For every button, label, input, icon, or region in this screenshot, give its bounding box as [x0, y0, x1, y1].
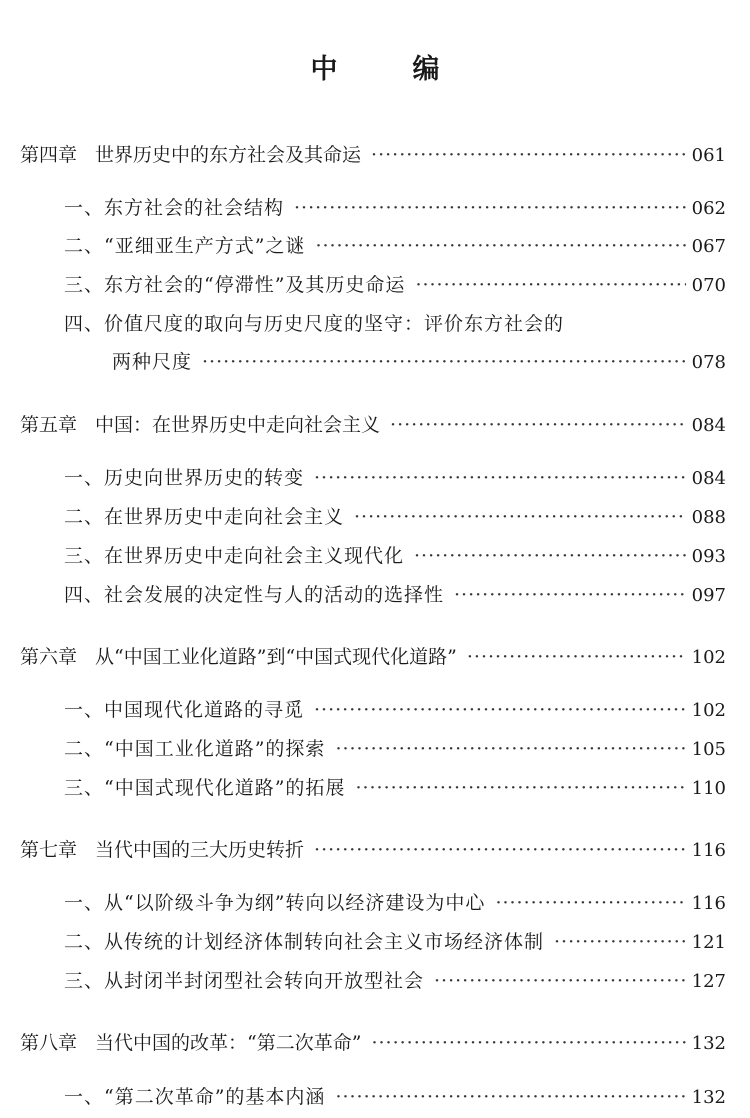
page-title: 中 编 — [310, 54, 464, 85]
leader-dots — [315, 231, 685, 261]
section-title: 一、东方社会的社会结构 — [64, 197, 285, 219]
page-number: 097 — [691, 585, 726, 606]
page-number: 084 — [691, 468, 726, 489]
toc-section[interactable] — [64, 270, 726, 300]
chapter-title: 当代中国的三大历史转折 — [95, 839, 305, 861]
page-number: 116 — [691, 893, 726, 914]
toc-section[interactable] — [64, 193, 726, 223]
page-number: 102 — [691, 700, 726, 721]
page-number: 132 — [691, 1033, 726, 1054]
page-number: 062 — [691, 198, 726, 219]
leader-dots — [335, 734, 685, 764]
leader-dots — [390, 410, 686, 440]
toc-chapter-5[interactable] — [20, 410, 726, 440]
leader-dots — [467, 642, 686, 672]
leader-dots — [371, 140, 686, 170]
leader-dots — [354, 502, 686, 532]
section-title: 四、价值尺度的取向与历史尺度的坚守：评价东方社会的 — [64, 313, 565, 335]
leader-dots — [202, 347, 686, 377]
toc-chapter-7[interactable] — [20, 835, 726, 865]
chapter-number: 第八章 — [20, 1032, 78, 1054]
leader-dots — [554, 927, 686, 957]
page-number: 127 — [691, 971, 726, 992]
section-title: 二、“中国工业化道路”的探索 — [64, 738, 326, 760]
toc-section[interactable] — [64, 541, 726, 571]
chapter-title: 世界历史中的东方社会及其命运 — [95, 144, 362, 166]
leader-dots — [495, 888, 685, 918]
section-title: 二、在世界历史中走向社会主义 — [64, 506, 345, 528]
chapter-number: 第四章 — [20, 144, 78, 166]
toc-section[interactable] — [64, 463, 726, 493]
chapter-title: 当代中国的改革：“第二次革命” — [95, 1032, 362, 1054]
leader-dots — [314, 695, 686, 725]
section-title: 四、社会发展的决定性与人的活动的选择性 — [64, 584, 445, 606]
section-title: 一、历史向世界历史的转变 — [64, 467, 305, 489]
chapter-number: 第五章 — [20, 414, 78, 436]
leader-dots — [415, 270, 685, 300]
section-title: 三、在世界历史中走向社会主义现代化 — [64, 545, 405, 567]
toc-chapter-6[interactable] — [20, 642, 726, 672]
toc-section[interactable] — [64, 888, 726, 918]
section-title: 二、从传统的计划经济体制转向社会主义市场经济体制 — [64, 931, 545, 953]
leader-dots — [434, 966, 686, 996]
section-title: 二、“亚细亚生产方式”之谜 — [64, 235, 306, 257]
toc-section-continued[interactable] — [112, 347, 726, 377]
section-title: 三、“中国式现代化道路”的拓展 — [64, 777, 346, 799]
chapter-number: 第七章 — [20, 839, 78, 861]
chapter-title: 中国：在世界历史中走向社会主义 — [95, 414, 381, 436]
leader-dots — [314, 463, 686, 493]
toc-section[interactable] — [64, 309, 726, 339]
toc-section[interactable] — [64, 773, 726, 803]
chapter-number: 第六章 — [20, 646, 78, 668]
section-title: 三、从封闭半封闭型社会转向开放型社会 — [64, 970, 425, 992]
page-number: 132 — [691, 1087, 726, 1108]
page-number: 078 — [691, 352, 726, 373]
page-number: 061 — [691, 145, 726, 166]
leader-dots — [355, 773, 685, 803]
toc-section[interactable] — [64, 966, 726, 996]
leader-dots — [314, 835, 686, 865]
leader-dots — [294, 193, 686, 223]
toc-chapter-8[interactable] — [20, 1028, 726, 1058]
toc-section[interactable] — [64, 927, 726, 957]
page-number: 067 — [691, 236, 726, 257]
page-number: 084 — [691, 415, 726, 436]
page-number: 093 — [691, 546, 726, 567]
leader-dots — [454, 580, 686, 610]
toc-section[interactable] — [64, 580, 726, 610]
toc-chapter-4[interactable] — [20, 140, 726, 170]
page-number: 070 — [691, 275, 726, 296]
section-title: 一、“第二次革命”的基本内涵 — [64, 1086, 326, 1108]
section-title: 三、东方社会的“停滞性”及其历史命运 — [64, 274, 406, 296]
leader-dots — [371, 1028, 685, 1058]
section-title: 两种尺度 — [112, 351, 193, 373]
page-number: 110 — [691, 778, 726, 799]
chapter-title: 从“中国工业化道路”到“中国式现代化道路” — [95, 646, 457, 668]
leader-dots — [335, 1082, 685, 1112]
page-number: 121 — [691, 932, 726, 953]
section-title: 一、从“以阶级斗争为纲”转向以经济建设为中心 — [64, 892, 486, 914]
leader-dots — [414, 541, 686, 571]
toc-section[interactable] — [64, 734, 726, 764]
toc-section[interactable] — [64, 502, 726, 532]
toc-section[interactable] — [64, 695, 726, 725]
toc-section[interactable] — [64, 231, 726, 261]
section-title: 一、中国现代化道路的寻觅 — [64, 699, 305, 721]
page-number: 088 — [691, 507, 726, 528]
page-number: 105 — [691, 739, 726, 760]
toc-section[interactable] — [64, 1082, 726, 1112]
page-number: 116 — [691, 840, 726, 861]
page-number: 102 — [691, 647, 726, 668]
